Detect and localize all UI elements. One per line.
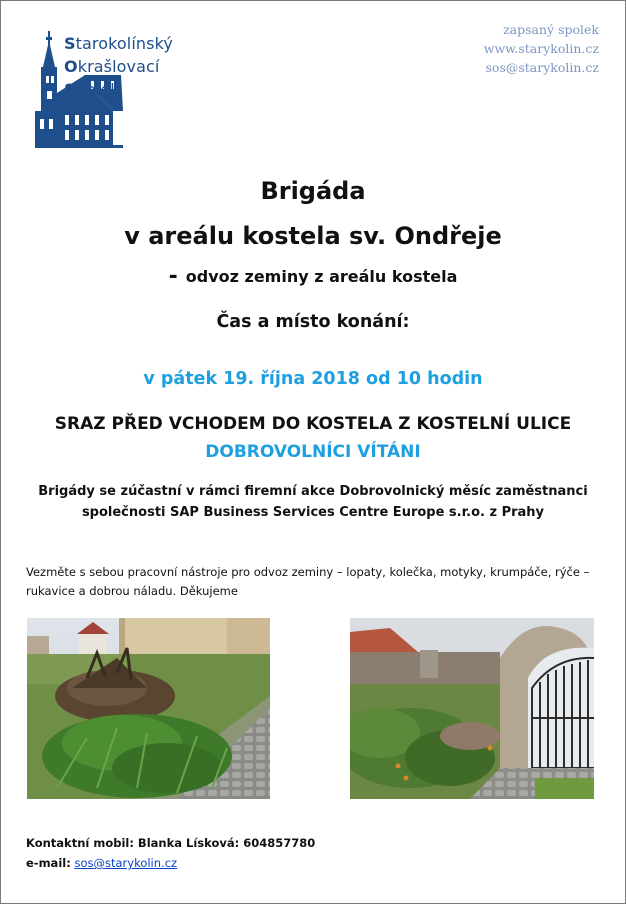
organization-info: [484, 20, 599, 77]
organization-type: zapsaný spolek: [503, 22, 599, 37]
meeting-point: SRAZ PŘED VCHODEM DO KOSTELA Z KOSTELNÍ ULICE: [54, 414, 572, 434]
contact-email-row: [26, 856, 177, 870]
sponsor-note-line-1: Brigády se zúčastní v rámci firemní akce Dobrovolnický měsíc zaměstnanci: [38, 484, 588, 499]
title-line-2: v areálu kostela sv. Ondřeje: [124, 222, 502, 250]
subtitle-dash: -: [168, 264, 178, 289]
logo-word: tarokolínský: [75, 34, 173, 53]
organization-email: sos@starykolin.cz: [485, 60, 599, 75]
title-line-1: Brigáda: [260, 177, 366, 205]
logo-word: krašlovací: [77, 57, 160, 76]
instructions-paragraph: [26, 563, 606, 601]
photo-church-gate: [350, 618, 594, 799]
time-place-heading: Čas a místo konání:: [216, 312, 410, 332]
email-link[interactable]: sos@starykolin.cz: [74, 856, 178, 870]
logo-letter: S: [64, 34, 76, 53]
logo-wordmark: [64, 32, 173, 101]
instructions-line-2: rukavice a dobrou náladu. Děkujeme: [26, 584, 238, 598]
instructions-line-1: Vezměte s sebou pracovní nástroje pro odvoz zeminy – lopaty, kolečka, motyky, krumpáče, rýče –: [26, 565, 590, 579]
subtitle: [0, 264, 626, 289]
email-label: e-mail:: [26, 856, 71, 870]
sponsor-note-line-2: společnosti SAP Business Services Centre Europe s.r.o. z Prahy: [81, 505, 545, 520]
logo-word: polek: [75, 80, 120, 99]
logo-letter: S: [64, 80, 76, 99]
photo-soil-pile: [27, 618, 270, 799]
organization-website: www.starykolin.cz: [483, 41, 599, 56]
logo-letter: O: [64, 57, 78, 76]
volunteers-welcome: DOBROVOLNÍCI VÍTÁNI: [205, 442, 421, 462]
event-date: v pátek 19. října 2018 od 10 hodin: [143, 369, 483, 389]
contact-mobile: Kontaktní mobil: Blanka Lísková: 604857780: [26, 836, 316, 850]
subtitle-text: odvoz zeminy z areálu kostela: [185, 267, 458, 286]
